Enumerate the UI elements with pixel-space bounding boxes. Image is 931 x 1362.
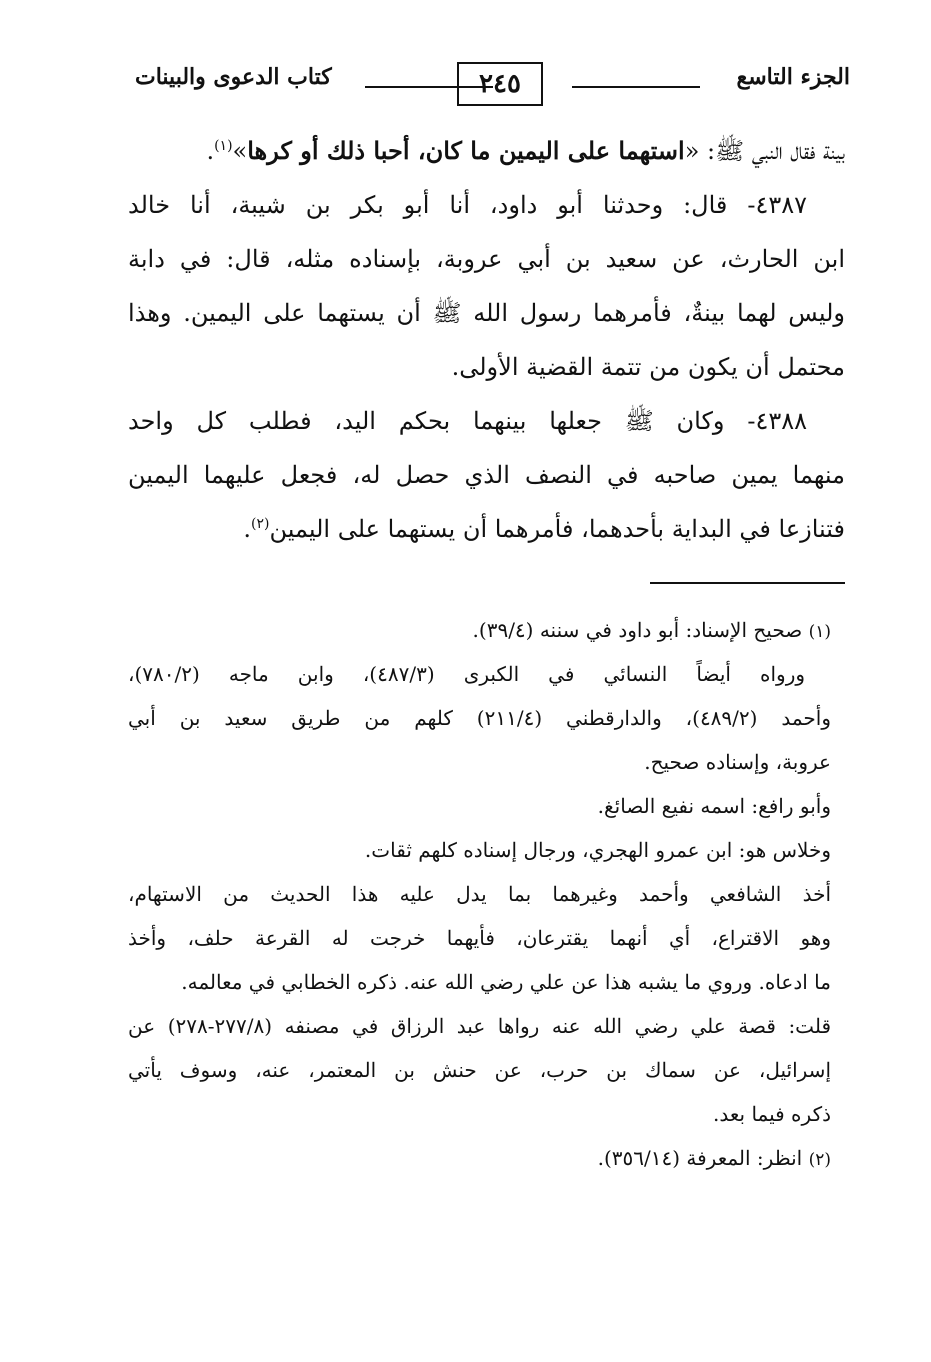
hadith-4387-line: ٤٣٨٧- قال: وحدثنا أبو داود، أنا أبو بكر بن شيبة، أنا خالد: [128, 191, 807, 219]
text-line: ابن الحارث، عن سعيد بن أبي عروبة، بإسناده مثله، قال: في دابة: [128, 245, 845, 273]
footnote-line: ما ادعاه. وروي ما يشبه هذا عن علي رضي الله عنه. ذكره الخطابي في معالمه.: [181, 970, 831, 994]
footnote-line: ذكره فيما بعد.: [713, 1102, 831, 1126]
text-line: منهما يمين صاحبه في النصف الذي حصل له، فجعل عليهما اليمين: [128, 461, 845, 489]
footnote-number: (١): [808, 622, 831, 642]
footnotes: [128, 608, 831, 1180]
book-title: كتاب الدعوى والبينات: [135, 64, 332, 90]
text-line: وليس لهما بينةٌ، فأمرهما رسول الله ﷺ أن يستهما على اليمين. وهذا: [128, 299, 845, 327]
header-rule-right: [572, 86, 700, 88]
footnote-2: [128, 1136, 831, 1180]
page-number: ٢٤٥: [457, 62, 543, 106]
footnote-line: وأحمد (٤٨٩/٢)، والدارقطني (٢١١/٤) كلهم من طريق سعيد بن أبي: [128, 706, 831, 730]
footnote-ref-2: (٢): [251, 516, 270, 532]
main-text: [128, 124, 845, 556]
footnote-number: (٢): [808, 1150, 831, 1170]
footnote-line: ورواه أيضاً النسائي في الكبرى (٤٨٧/٣)، وابن ماجه (٧٨٠/٢)،: [128, 662, 806, 686]
footnote-text: صحيح الإسناد: أبو داود في سننه (٣٩/٤).: [472, 618, 803, 642]
volume-title: الجزء التاسع: [736, 64, 850, 90]
footnote-line: قلت: قصة علي رضي الله عنه رواها عبد الرزاق في مصنفه (٢٧٧/٨-٢٧٨) عن: [128, 1014, 831, 1038]
text-span: »: [232, 137, 248, 165]
footnote-line: عروبة، وإسناده صحيح.: [644, 750, 831, 774]
footnote-line: وخلاس هو: ابن عمرو الهجري، ورجال إسناده كلهم ثقات.: [364, 838, 831, 862]
hadith-quote: استهما على اليمين ما كان، أحبا ذلك أو كرها: [247, 136, 685, 165]
footnote-line: إسرائيل، عن سماك بن حرب، عن حنش بن المعتمر، عنه، وسوف يأتي: [128, 1058, 831, 1082]
text-line: [128, 124, 845, 178]
running-header: [135, 62, 850, 118]
footnote-line: وأبو رافع: اسمه نفيع الصائغ.: [597, 794, 831, 818]
text-span: فتنازعا في البداية بأحدهما، فأمرهما أن يستهما على اليمين: [269, 515, 845, 543]
footnote-1: [128, 608, 831, 652]
footnote-ref-1: (١): [214, 138, 233, 154]
footnote-line: أخذ الشافعي وأحمد وغيرهما بما يدل عليه هذا الحديث من الاستهام،: [128, 882, 831, 906]
text-span: .: [206, 137, 215, 165]
text-line: [128, 502, 845, 556]
text-span: .: [243, 515, 251, 543]
footnote-text: انظر: المعرفة (٣٥٦/١٤).: [597, 1146, 803, 1170]
text-line: محتمل أن يكون من تتمة القضية الأولى.: [451, 353, 845, 381]
footnote-line: وهو الاقتراع، أي أنهما يقترعان، فأيهما خرجت له القرعة حلف، وأخذ: [128, 926, 831, 950]
text-span: بينة فقال النبي ﷺ: «: [684, 137, 845, 165]
footnote-separator: [650, 582, 845, 584]
header-rule-left: [365, 86, 493, 88]
hadith-4388-line: ٤٣٨٨- وكان ﷺ جعلها بينهما بحكم اليد، فطلب كل واحد: [128, 407, 807, 435]
